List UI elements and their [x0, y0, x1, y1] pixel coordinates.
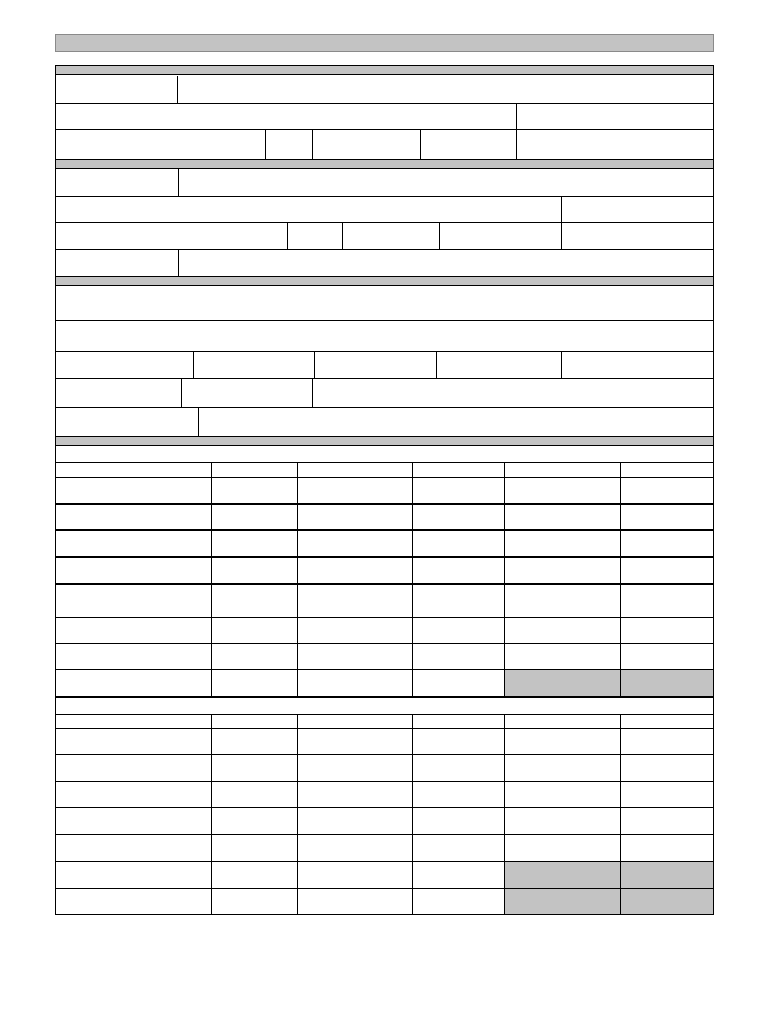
rule	[55, 556, 714, 558]
section-4-band	[55, 436, 714, 446]
rule	[55, 529, 714, 531]
rule	[620, 714, 621, 915]
rule	[55, 503, 714, 505]
table-2-header-cell	[212, 715, 297, 728]
rule	[55, 196, 714, 197]
rule	[516, 103, 517, 159]
rule	[55, 696, 714, 698]
rule	[504, 714, 505, 915]
table-2-header-cell	[56, 715, 211, 728]
rule	[193, 351, 194, 378]
section-3-heading	[56, 277, 62, 279]
rule	[312, 129, 313, 159]
rule	[412, 714, 413, 915]
rule	[181, 378, 182, 407]
table-1-header-cell	[212, 463, 297, 477]
rule	[297, 462, 298, 696]
section-3-band	[55, 276, 714, 286]
rule	[504, 462, 505, 696]
rule	[198, 407, 199, 436]
rule	[178, 249, 179, 276]
section-2-band	[55, 159, 714, 169]
rule	[55, 129, 714, 130]
table-1-header-cell	[56, 463, 211, 477]
rule	[55, 477, 714, 478]
rule	[314, 351, 315, 378]
table-2-header-cell	[505, 715, 620, 728]
rule	[55, 643, 714, 644]
rule	[55, 320, 714, 321]
rule	[211, 714, 212, 915]
rule	[439, 222, 440, 249]
rule	[297, 714, 298, 915]
rule	[436, 351, 437, 378]
rule	[55, 222, 714, 223]
rule	[620, 462, 621, 696]
rule	[420, 129, 421, 159]
rule	[55, 754, 714, 755]
rule	[177, 76, 178, 103]
rule	[55, 407, 714, 408]
table-2-header-cell	[298, 715, 412, 728]
table-2-header-cell	[621, 715, 713, 728]
rule	[55, 617, 714, 618]
form-frame	[55, 65, 714, 915]
rule	[211, 462, 212, 696]
shaded-cell	[505, 670, 713, 696]
rule	[342, 222, 343, 249]
table-1-header-cell	[621, 463, 713, 477]
table-1-header-cell	[413, 463, 504, 477]
rule	[55, 583, 714, 585]
rule	[55, 728, 714, 729]
section-1-heading	[56, 66, 62, 68]
rule	[312, 378, 313, 407]
rule	[55, 103, 714, 104]
rule	[55, 351, 714, 352]
rule	[55, 834, 714, 835]
section-2-heading	[56, 160, 62, 162]
rule	[287, 222, 288, 249]
section-1-band	[55, 65, 714, 75]
rule	[55, 807, 714, 808]
rule	[505, 888, 713, 889]
section-4-heading	[56, 437, 62, 439]
table-1-header-cell	[298, 463, 412, 477]
form-title-bar	[55, 34, 714, 52]
form-title	[58, 36, 64, 38]
rule	[55, 781, 714, 782]
rule	[55, 249, 714, 250]
table-2-header-cell	[413, 715, 504, 728]
table-1-header-cell	[505, 463, 620, 477]
rule	[55, 378, 714, 379]
rule	[178, 169, 179, 196]
rule	[265, 129, 266, 159]
rule	[412, 462, 413, 696]
rule	[561, 351, 562, 378]
